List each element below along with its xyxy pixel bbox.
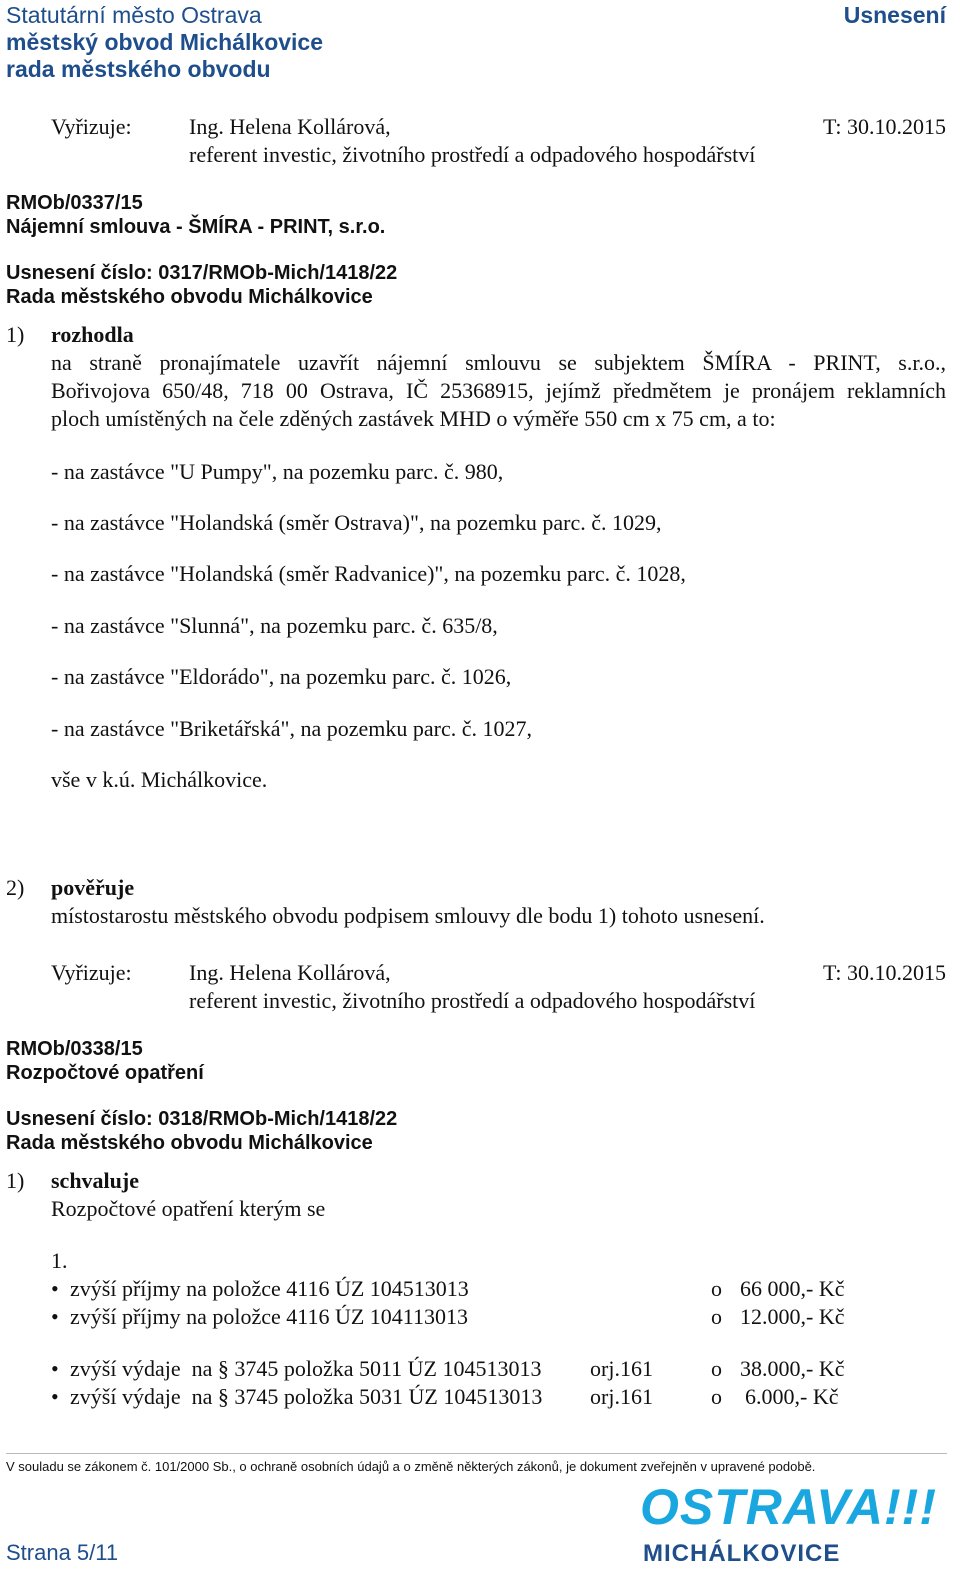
stop-item: - na zastávce "Slunná", na pozemku parc. č. 635/8, [51, 613, 498, 638]
stop-item: - na zastávce "Briketářská", na pozemku parc. č. 1027, [51, 716, 532, 741]
item-number: 1) [6, 1168, 25, 1193]
budget-amount: 38.000,- Kč [740, 1356, 845, 1381]
agenda-subject: Nájemní smlouva - ŠMÍRA - PRINT, s.r.o. [6, 216, 386, 238]
doc-type: Usnesení [843, 2, 946, 28]
bullet-dot: • [51, 1304, 59, 1329]
assignee-label: Vyřizuje: [51, 114, 132, 139]
bullet-dot: • [51, 1384, 59, 1409]
bullet-dot: • [51, 1276, 59, 1301]
assignee-name: Ing. Helena Kollárová, [189, 960, 391, 985]
logo-ostrava: OSTRAVA!!! [640, 1479, 937, 1535]
budget-orj: orj.161 [590, 1384, 653, 1409]
bullet-dot: • [51, 1356, 59, 1381]
budget-line: zvýší příjmy na položce 4116 ÚZ 104113013 [70, 1304, 468, 1329]
resolution-number: Usnesení číslo: 0317/RMOb-Mich/1418/22 [6, 262, 398, 284]
stop-item: - na zastávce "U Pumpy", na pozemku parc. č. 980, [51, 459, 504, 484]
assignee-role: referent investic, životního prostředí a odpadového hospodářství [189, 142, 756, 167]
agenda-subject: Rozpočtové opatření [6, 1062, 204, 1084]
ostrava-michalkovice-logo [640, 1479, 950, 1578]
budget-orj: orj.161 [590, 1356, 653, 1381]
bullet-o: o [711, 1356, 722, 1381]
district-name: městský obvod Michálkovice [6, 29, 324, 55]
sub-number: 1. [51, 1248, 68, 1273]
footer-divider [6, 1453, 947, 1454]
bullet-o: o [711, 1276, 722, 1301]
stop-item: - na zastávce "Holandská (směr Radvanice)", na pozemku parc. č. 1028, [51, 561, 686, 586]
resolution-body: Rada městského obvodu Michálkovice [6, 1132, 373, 1154]
budget-line: zvýší příjmy na položce 4116 ÚZ 104513013 [70, 1276, 469, 1301]
resolution-number: Usnesení číslo: 0318/RMOb-Mich/1418/22 [6, 1108, 398, 1130]
assignee-name: Ing. Helena Kollárová, [189, 114, 391, 139]
bullet-o: o [711, 1304, 722, 1329]
item-verb: rozhodla [51, 322, 134, 347]
budget-amount: 12.000,- Kč [740, 1304, 845, 1329]
item-text-line: ploch umístěných na čele zděných zastávek MHD o výměře 550 cm x 75 cm, a to: [51, 406, 776, 431]
budget-line: zvýší výdaje na § 3745 položka 5011 ÚZ 104513013 [70, 1356, 542, 1381]
council-name: rada městského obvodu [6, 56, 271, 82]
resolution-body: Rada městského obvodu Michálkovice [6, 286, 373, 308]
item-number: 2) [6, 875, 25, 900]
budget-line: zvýší výdaje na § 3745 položka 5031 ÚZ 104513013 [70, 1384, 543, 1409]
budget-amount: 66 000,- Kč [740, 1276, 845, 1301]
budget-amount: 6.000,- Kč [745, 1384, 839, 1409]
item-text-line: místostarostu městského obvodu podpisem smlouvy dle bodu 1) tohoto usnesení. [51, 903, 765, 928]
item-text-line: Bořivojova 650/48, 718 00 Ostrava, IČ 25368915, jejímž předmětem je pronájem reklamních [51, 378, 946, 403]
assignee-role: referent investic, životního prostředí a odpadového hospodářství [189, 988, 756, 1013]
item-verb: pověřuje [51, 875, 135, 900]
page-number: Strana 5/11 [6, 1540, 119, 1565]
closing-text: vše v k.ú. Michálkovice. [51, 767, 268, 792]
agenda-ref: RMOb/0338/15 [6, 1038, 143, 1060]
stop-item: - na zastávce "Holandská (směr Ostrava)", na pozemku parc. č. 1029, [51, 510, 662, 535]
logo-michalkovice: MICHÁLKOVICE [643, 1540, 841, 1567]
stop-item: - na zastávce "Eldorádo", na pozemku parc. č. 1026, [51, 664, 512, 689]
item-verb: schvaluje [51, 1168, 139, 1193]
privacy-notice: V souladu se zákonem č. 101/2000 Sb., o ochraně osobních údajů a o změně některých zákonů, je dokument zveřejněn v upravené podobě. [6, 1459, 816, 1474]
city-name: Statutární město Ostrava [6, 2, 262, 28]
agenda-ref: RMOb/0337/15 [6, 192, 143, 214]
deadline: T: 30.10.2015 [823, 114, 946, 139]
assignee-label: Vyřizuje: [51, 960, 132, 985]
item-text-line: Rozpočtové opatření kterým se [51, 1196, 326, 1221]
item-number: 1) [6, 322, 25, 347]
item-text-line: na straně pronajímatele uzavřít nájemní smlouvu se subjektem ŠMÍRA - PRINT, s.r.o., [51, 350, 946, 375]
deadline: T: 30.10.2015 [823, 960, 946, 985]
bullet-o: o [711, 1384, 722, 1409]
